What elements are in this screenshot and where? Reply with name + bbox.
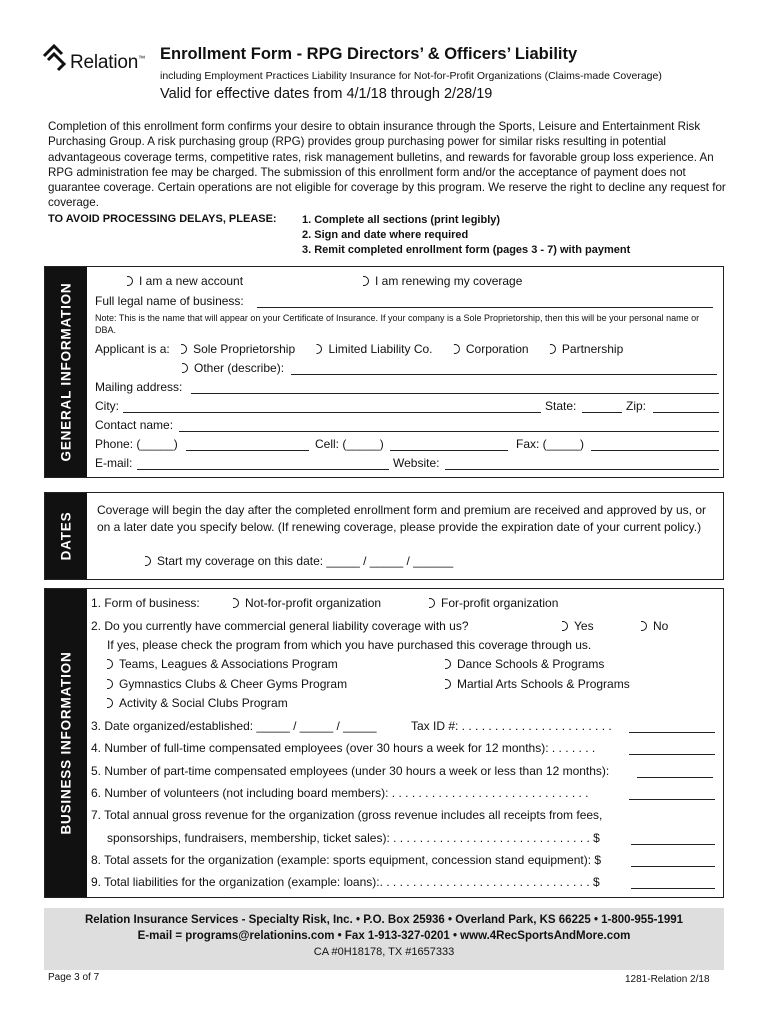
intro-paragraph: Completion of this enrollment form confirms your desire to obtain insurance through the Sports, Leisure and Entertainment Risk Purchasing Group. A risk purchasing group (RPG) provides group purchasing power for similar risks resulting in potential advantageous coverage terms, competitive rates, risk management bulletins, and rewards for favorable group loss experience. An RPG administration fee may be charged. The submission of this enrollment form and/or the acceptance of payment does not guarantee coverage. Certain operations are not eligible for coverage by this program. We reserve the right to decline any request for coverage. xyxy=(48,120,726,210)
state-field[interactable] xyxy=(582,412,622,413)
radio-icon[interactable] xyxy=(103,679,113,689)
radio-icon[interactable] xyxy=(312,344,322,354)
option-label: No xyxy=(653,619,669,633)
state-label: State: xyxy=(545,399,577,413)
q1-label: 1. Form of business: xyxy=(91,596,200,610)
option-label: For-profit organization xyxy=(441,596,559,610)
tax-id-field[interactable] xyxy=(629,732,715,733)
section-label: BUSINESS INFORMATION xyxy=(58,651,74,835)
q5-label: 5. Number of part-time compensated employees (under 30 hours a week or less than 12 months): xyxy=(91,764,610,778)
volunteers-field[interactable] xyxy=(629,799,715,800)
new-account-option[interactable] xyxy=(123,274,243,288)
footer-contact: E-mail = programs@relationins.com • Fax 1-913-327-0201 • www.4RecSportsAndMore.com xyxy=(137,930,631,942)
contact-name-field[interactable] xyxy=(179,431,719,432)
section-sidebar xyxy=(45,493,87,579)
legal-name-label: Full legal name of business: xyxy=(95,294,244,308)
coverage-start-text: Coverage will begin the day after the completed enrollment form and premium are received and approved by us, or on a later date you specify below. (If renewing coverage, please provide the expiration date of your current policy.) xyxy=(97,503,706,534)
radio-icon[interactable] xyxy=(103,698,113,708)
radio-icon[interactable] xyxy=(177,344,187,354)
section-label: GENERAL INFORMATION xyxy=(58,282,74,462)
start-date-option[interactable] xyxy=(141,554,453,568)
valid-dates: Valid for effective dates from 4/1/18 through 2/28/19 xyxy=(160,86,493,102)
other-describe-field[interactable] xyxy=(291,374,717,375)
radio-icon[interactable] xyxy=(141,556,151,566)
other-option[interactable] xyxy=(178,361,284,375)
section-sidebar xyxy=(45,589,87,897)
section-label: DATES xyxy=(58,511,74,561)
footer-address: Relation Insurance Services - Specialty Risk, Inc. • P.O. Box 25936 • Overland Park, KS 66225 • 1-800-955-1991 xyxy=(84,914,684,926)
option-label: Corporation xyxy=(465,342,529,356)
fax-label: Fax: (_____) xyxy=(516,437,585,451)
yes-option[interactable] xyxy=(558,619,594,633)
applicant-label: Applicant is a: xyxy=(95,342,170,356)
q7-continued-label: sponsorships, fundraisers, membership, ticket sales): . . . . . . . . . . . . . . . . . . . . . . . . . . . . . . $ xyxy=(107,831,600,845)
instruction-step: 3. Remit completed enrollment form (pages 3 - 7) with payment xyxy=(302,244,631,256)
phone-field[interactable] xyxy=(186,450,309,451)
q6-label: 6. Number of volunteers (not including board members): . . . . . . . . . . . . . . . . . . . . . . . . . . . . . . xyxy=(91,786,589,800)
program-dance-option[interactable] xyxy=(441,657,604,671)
option-label: Other (describe): xyxy=(194,361,285,375)
footer-license: CA #0H18178, TX #1657333 xyxy=(313,946,455,958)
radio-icon[interactable] xyxy=(546,344,556,354)
option-label: Gymnastics Clubs & Cheer Gyms Program xyxy=(119,677,348,691)
page-title: Enrollment Form - RPG Directors’ & Officers’ Liability xyxy=(160,45,578,63)
radio-icon[interactable] xyxy=(425,598,435,608)
option-label: Not-for-profit organization xyxy=(245,596,382,610)
cell-label: Cell: (_____) xyxy=(315,437,384,451)
radio-icon[interactable] xyxy=(359,276,369,286)
instructions-steps xyxy=(302,213,630,258)
full-time-employees-field[interactable] xyxy=(629,754,715,755)
q4-label: 4. Number of full-time compensated employees (over 30 hours a week for 12 months): . . . . . . . xyxy=(91,741,596,755)
website-field[interactable] xyxy=(445,469,719,470)
option-label: Sole Proprietorship xyxy=(193,342,296,356)
dates-section xyxy=(44,492,724,580)
radio-icon[interactable] xyxy=(637,621,647,631)
email-field[interactable] xyxy=(137,469,389,470)
q7-label: 7. Total annual gross revenue for the organization (gross revenue includes all receipts from fees, xyxy=(91,808,603,822)
applicant-type-row xyxy=(95,342,623,356)
business-information-section xyxy=(44,588,724,898)
program-activity-option[interactable] xyxy=(103,696,288,710)
general-information-section xyxy=(44,266,724,478)
zip-field[interactable] xyxy=(653,412,719,413)
q8-label: 8. Total assets for the organization (example: sports equipment, concession stand equipment): $ xyxy=(91,853,602,867)
not-for-profit-option[interactable] xyxy=(229,596,381,610)
instruction-step: 1. Complete all sections (print legibly) xyxy=(302,214,501,226)
radio-icon[interactable] xyxy=(441,679,451,689)
for-profit-option[interactable] xyxy=(425,596,558,610)
website-label: Website: xyxy=(393,456,440,470)
q2-label: 2. Do you currently have commercial general liability coverage with us? xyxy=(91,619,469,633)
part-time-employees-field[interactable] xyxy=(637,777,713,778)
legal-name-note: Note: This is the name that will appear on your Certificate of Insurance. If your company is a Sole Proprietorship, then this will be your personal name or DBA. xyxy=(95,313,700,335)
radio-icon[interactable] xyxy=(558,621,568,631)
radio-icon[interactable] xyxy=(450,344,460,354)
option-label: Martial Arts Schools & Programs xyxy=(457,677,630,691)
radio-icon[interactable] xyxy=(103,659,113,669)
option-label: Activity & Social Clubs Program xyxy=(119,696,288,710)
logo-text: Relation™ xyxy=(70,52,145,73)
phone-label: Phone: (_____) xyxy=(95,437,178,451)
no-option[interactable] xyxy=(637,619,668,633)
total-assets-field[interactable] xyxy=(631,866,715,867)
instruction-step: 2. Sign and date where required xyxy=(302,229,469,241)
email-label: E-mail: xyxy=(95,456,133,470)
page-number: Page 3 of 7 xyxy=(48,972,100,983)
mailing-address-field[interactable] xyxy=(191,393,719,394)
legal-name-field[interactable] xyxy=(257,307,713,308)
option-label: Yes xyxy=(574,619,594,633)
section-sidebar xyxy=(45,267,87,477)
total-liabilities-field[interactable] xyxy=(631,888,715,889)
radio-icon[interactable] xyxy=(178,363,188,373)
option-label: Partnership xyxy=(561,342,624,356)
page-subtitle: including Employment Practices Liability Insurance for Not-for-Profit Organizations (Claims-made Coverage) xyxy=(160,70,662,82)
mailing-label: Mailing address: xyxy=(95,380,183,394)
program-gymnastics-option[interactable] xyxy=(103,677,347,691)
start-date-field[interactable]: Start my coverage on this date: _____ / _____ / ______ xyxy=(157,554,454,568)
q2-sub: If yes, please check the program from which you have purchased this coverage through us. xyxy=(107,638,592,652)
instructions-label: TO AVOID PROCESSING DELAYS, PLEASE: xyxy=(48,213,277,225)
program-martial-arts-option[interactable] xyxy=(441,677,630,691)
form-number: 1281-Relation 2/18 xyxy=(625,974,710,985)
radio-icon[interactable] xyxy=(123,276,133,286)
option-label: I am renewing my coverage xyxy=(375,274,523,288)
city-label: City: xyxy=(95,399,119,413)
option-label: Dance Schools & Programs xyxy=(457,657,605,671)
option-label: Limited Liability Co. xyxy=(328,342,433,356)
relation-logo-icon xyxy=(40,42,70,72)
q9-label: 9. Total liabilities for the organization (example: loans):. . . . . . . . . . . . . . . . . . . . . . . . . . . . . . . . $ xyxy=(91,875,600,889)
gross-revenue-field[interactable] xyxy=(631,844,715,845)
option-label: Teams, Leagues & Associations Program xyxy=(119,657,338,671)
fax-field[interactable] xyxy=(591,450,719,451)
renewing-option[interactable] xyxy=(359,274,522,288)
cell-field[interactable] xyxy=(390,450,508,451)
zip-label: Zip: xyxy=(626,399,647,413)
contact-label: Contact name: xyxy=(95,418,174,432)
radio-icon[interactable] xyxy=(229,598,239,608)
q3-date-field[interactable]: 3. Date organized/established: _____ / _____ / _____ xyxy=(91,719,377,733)
radio-icon[interactable] xyxy=(441,659,451,669)
tax-id-label: Tax ID #: . . . . . . . . . . . . . . . . . . . . . . . xyxy=(411,719,612,733)
city-field[interactable] xyxy=(123,412,541,413)
option-label: I am a new account xyxy=(139,274,244,288)
program-teams-option[interactable] xyxy=(103,657,338,671)
